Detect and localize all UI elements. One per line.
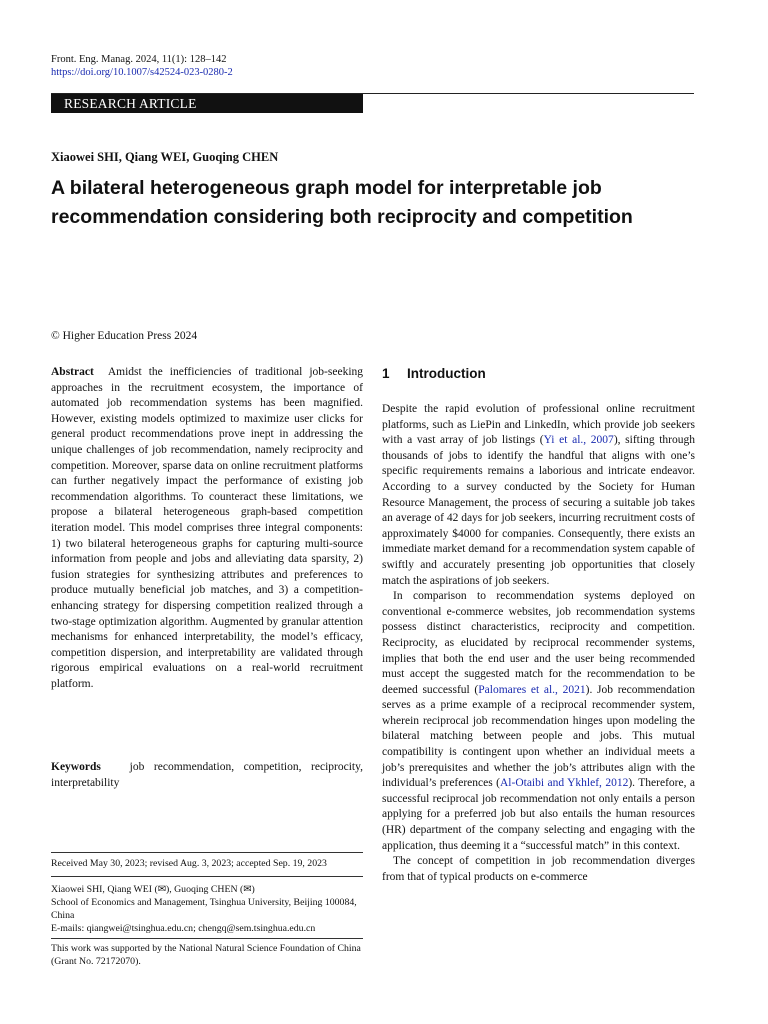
footnote-rule [51, 852, 363, 853]
text-run: In comparison to recommendation systems deployed on conventional e-commerce websites, job recommendation systems possess distinct characteristics, reciprocity and competition. Reciprocity, as elucidated by reciprocal recommender systems, implies that both the end user and the user being recommended must accept the suggested match for the recommendation to be deemed successful ( [382, 590, 695, 696]
text-run: ), sifting through thousands of jobs to identify the handful that aligns with one’s specific requirements remains a laborious and intricate endeavor. According to a survey conducted by the Society for Human Resource Management, the process of securing a suitable job takes an average of 42 days for job seekers, incurring recruitment costs of approximately $4000 for companies. Consequently, there exists an immediate market demand for a recommendation system capable of swiftly and accurately presenting job opportunities that closely match the aspirations of job seekers. [382, 434, 695, 587]
received-dates: Received May 30, 2023; revised Aug. 3, 2023; accepted Sep. 19, 2023 [51, 858, 327, 869]
text-run: Despite the rapid evolution of professional online recruitment platforms, such as LiePin and LinkedIn, which provide job seekers with a vast array of job listings ( [382, 403, 695, 447]
section-title: Introduction [407, 366, 486, 381]
text-run: ). Therefore, a successful reciprocal job recommendation not only entails a person applying for a preferred job but also entails the human resources (HR) department of the company selecting and engaging with the application, thus deeming it a “successful match” in this context. [382, 777, 696, 852]
citation-link[interactable]: Palomares et al., 2021 [478, 683, 586, 696]
journal-citation: Front. Eng. Manag. 2024, 11(1): 128–142 [51, 54, 227, 65]
paragraph-2 [382, 589, 695, 854]
paper-title: A bilateral heterogeneous graph model for interpretable job recommendation considering both reciprocity and competition [51, 177, 633, 228]
keywords [51, 760, 363, 791]
journal-header [51, 53, 233, 79]
footnote-rule-2 [51, 876, 363, 877]
contact-emails: E-mails: qiangwei@tsinghua.edu.cn; chengq@sem.tsinghua.edu.cn [51, 923, 316, 934]
abstract-text: Amidst the inefficiencies of traditional job-seeking approaches in the recruitment ecosystem, the importance of automated job recommendation systems has been magnified. However, existing models optimized to maximize user clicks for general product recommendations prove inept in addressing the unique challenges of job recommendation, namely reciprocity and competition. Moreover, sparse data on online recruitment platforms can further negatively impact the performance of existing job recommendation algorithms. To counteract these limitations, we propose a bilateral heterogeneous graph-based competition iteration model. This model comprises three integral components: 1) two bilateral heterogeneous graphs for capturing multi-source information from people and jobs and alleviating data sparsity, 2) fusion strategies for synthesizing attributes and preferences to produce mutually beneficial job matches, and 3) a competition-enhancing strategy for dispersing competition realized through a two-stage optimization algorithm. Augmented by granular attention mechanisms for enhanced interpretability, the model’s efficacy, competition dispersion, and interpretability are validated through rigorous empirical evaluations on a real-world recruitment platform. [51, 366, 364, 690]
doi-link[interactable]: https://doi.org/10.1007/s42524-023-0280-2 [51, 67, 233, 78]
abstract [51, 365, 363, 692]
citation-link[interactable]: Yi et al., 2007 [543, 434, 614, 447]
keywords-text: job recommendation, competition, reciprocity, interpretability [51, 761, 363, 789]
footnote-rule-3 [51, 938, 363, 939]
correspondence-authors: Xiaowei SHI, Qiang WEI (✉), Guoqing CHEN (✉) [51, 884, 255, 895]
article-type-banner: RESEARCH ARTICLE [51, 94, 363, 113]
section-heading-introduction [382, 366, 486, 381]
funding-note: This work was supported by the National Natural Science Foundation of China (Grant No. 72172070). [51, 943, 361, 967]
author-list: Xiaowei SHI, Qiang WEI, Guoqing CHEN [51, 150, 279, 164]
abstract-label: Abstract [51, 366, 94, 378]
paragraph-3 [382, 854, 695, 885]
section-number: 1 [382, 366, 390, 381]
affiliation: School of Economics and Management, Tsinghua University, Beijing 100084, China [51, 897, 357, 921]
paragraph-1 [382, 402, 695, 589]
citation-link[interactable]: Al-Otaibi and Ykhlef, 2012 [499, 777, 629, 790]
text-run: The concept of competition in job recommendation diverges from that of typical products on e-commerce [382, 855, 695, 883]
introduction-body [382, 402, 695, 885]
copyright-notice: © Higher Education Press 2024 [51, 330, 198, 342]
keywords-label: Keywords [51, 761, 101, 773]
text-run: ). Job recommendation serves as a prime example of a reciprocal recommender system, wherein reciprocal job recommendation hinges upon modeling the bilateral matching between people and jobs. This mutual compatibility is contingent upon whether an individual meets a job’s prerequisites and whether the job’s attributes align with the individual’s preferences ( [382, 683, 695, 790]
